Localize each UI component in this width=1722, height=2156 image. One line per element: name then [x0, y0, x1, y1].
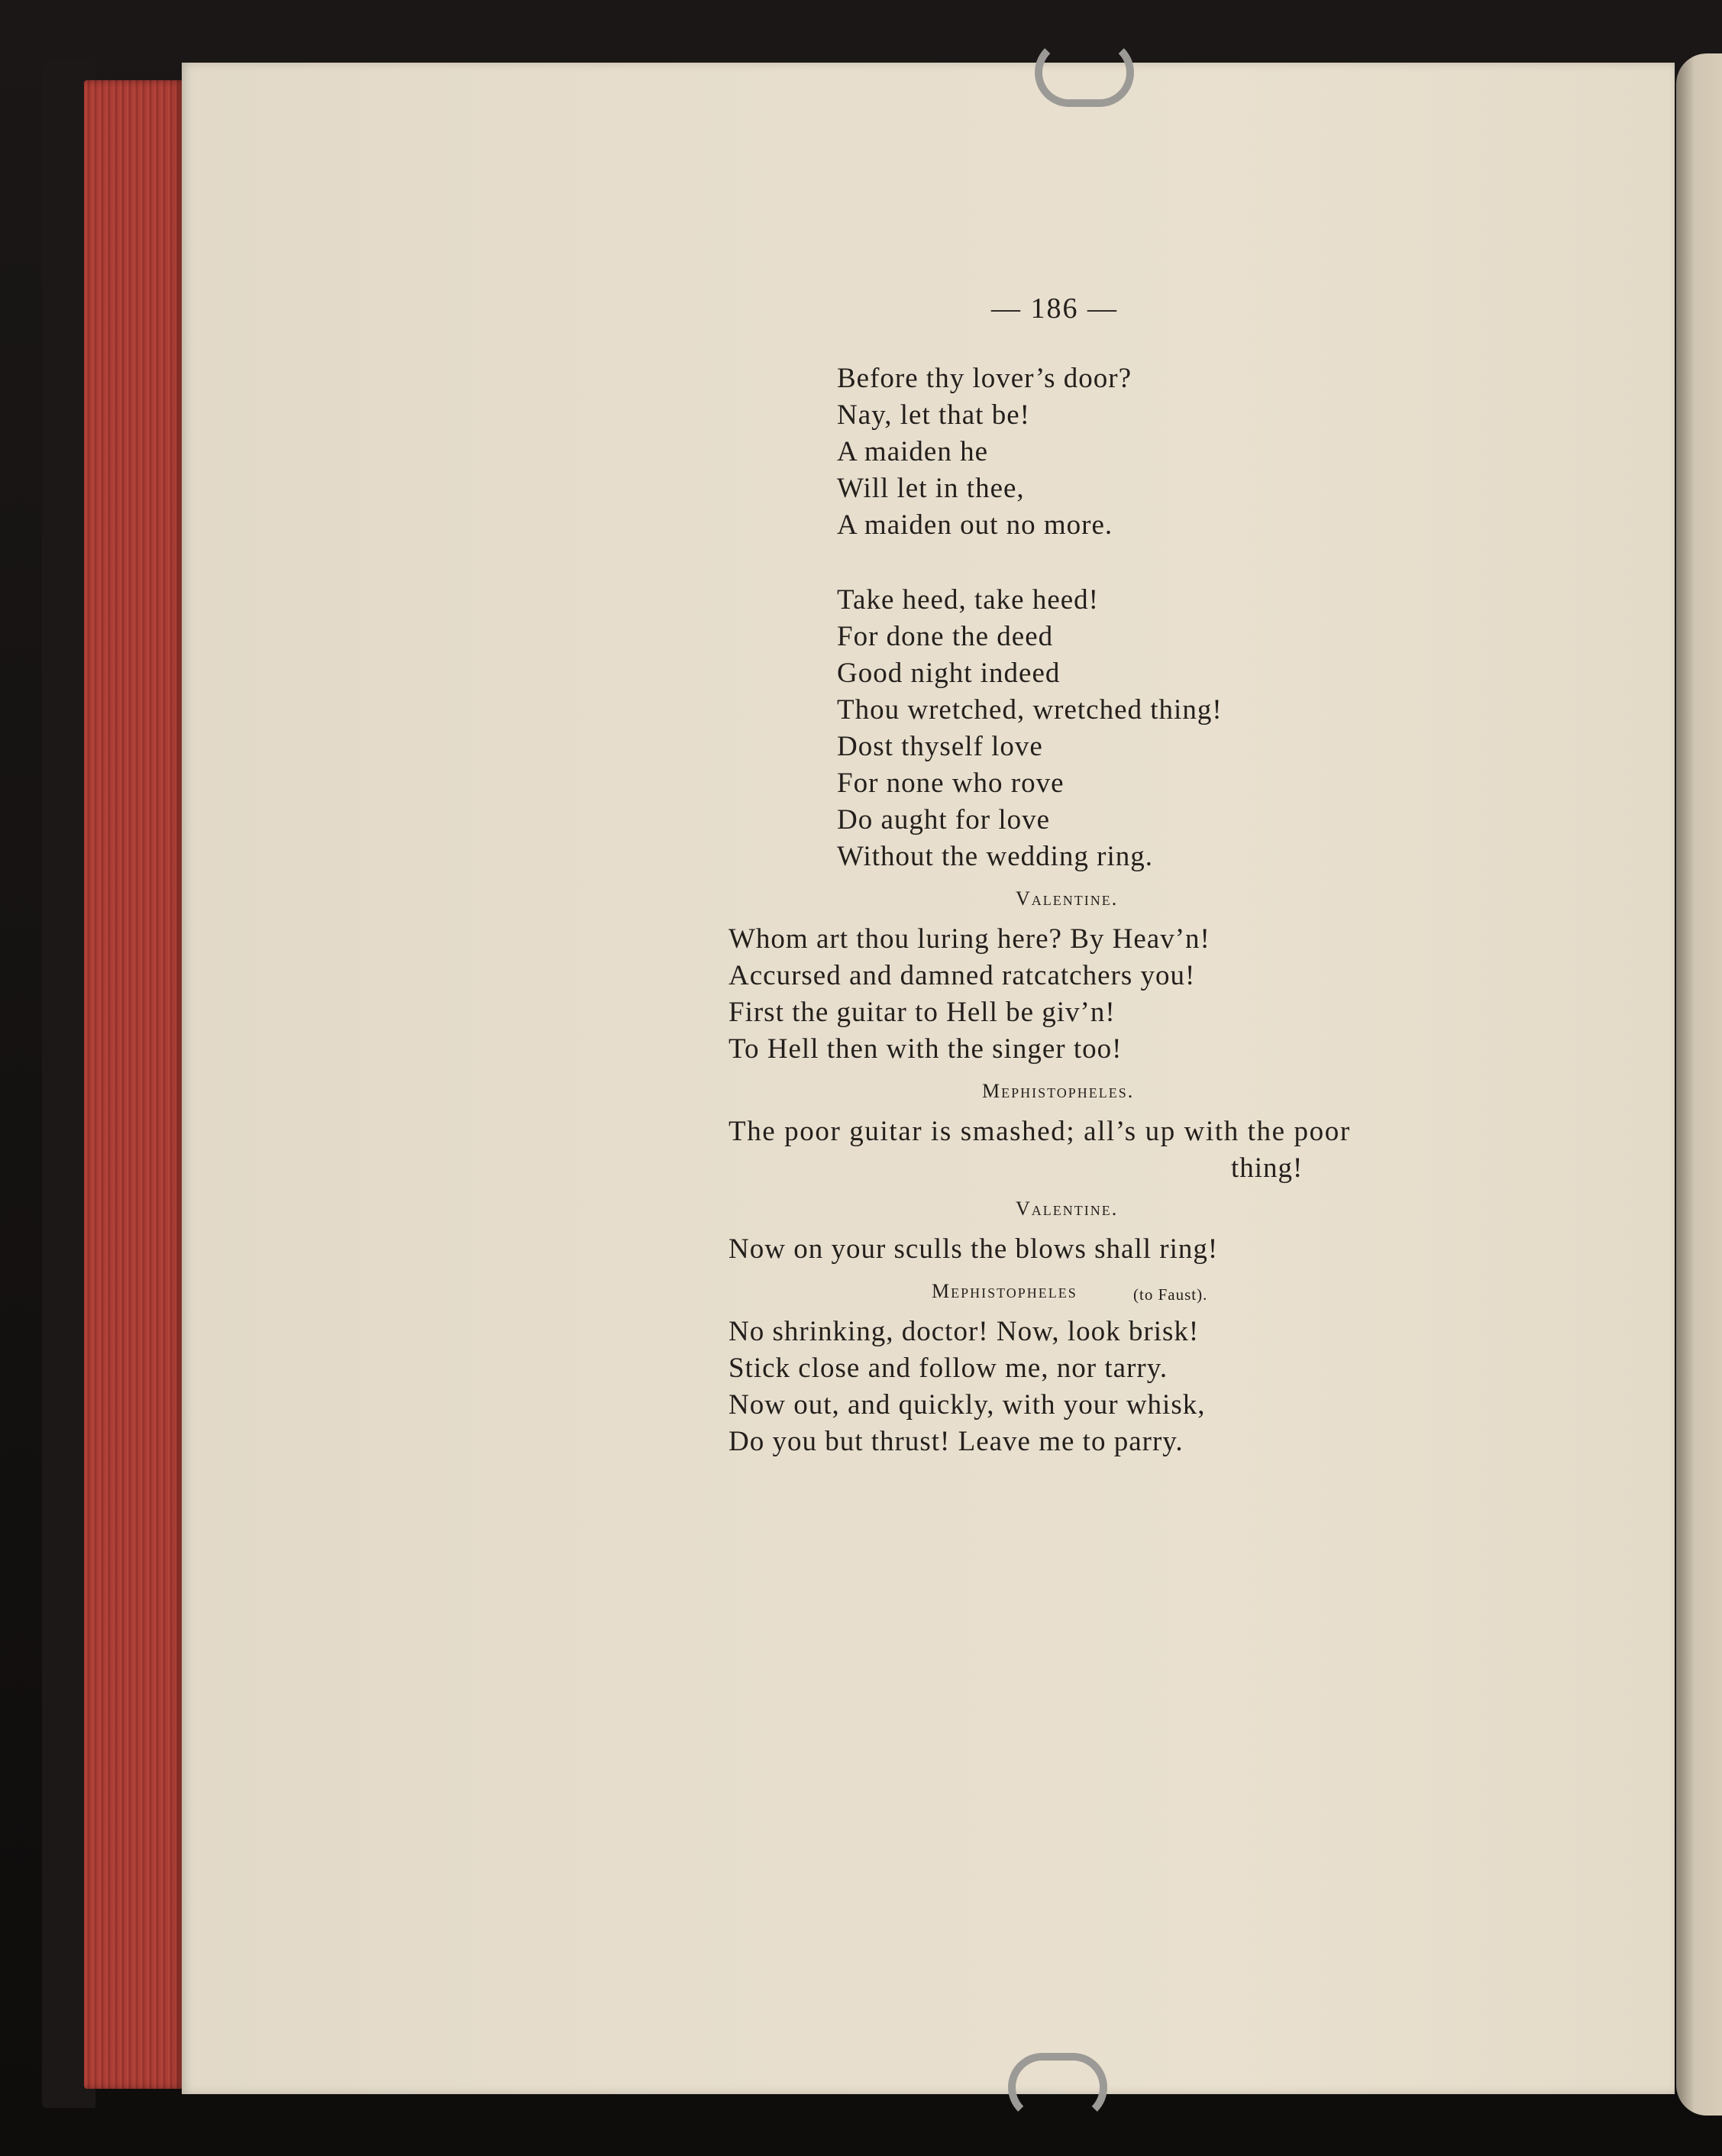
- verse-line: Without the wedding ring.: [837, 841, 1154, 872]
- verse-line: Accursed and damned ratcatchers you!: [729, 960, 1196, 991]
- page-clip-top: [1035, 38, 1134, 107]
- verse-line: Now on your sculls the blows shall ring!: [729, 1233, 1219, 1265]
- verse-line: No shrinking, doctor! Now, look brisk!: [729, 1316, 1200, 1347]
- verse-line: Nay, let that be!: [837, 399, 1030, 431]
- book-page: [182, 63, 1675, 2094]
- verse-line: Take heed, take heed!: [837, 584, 1099, 616]
- red-page-edges: [84, 80, 183, 2089]
- verse-line: Thou wretched, wretched thing!: [837, 694, 1223, 726]
- verse-line: For done the deed: [837, 621, 1054, 652]
- verse-line: Good night indeed: [837, 658, 1061, 689]
- verse-line: Will let in thee,: [837, 473, 1025, 504]
- facing-page-edge: [1676, 53, 1722, 2116]
- verse-line-continuation: thing!: [1231, 1152, 1304, 1184]
- verse-line: Whom art thou luring here? By Heav’n!: [729, 923, 1210, 955]
- verse-line: Do aught for love: [837, 804, 1051, 836]
- speaker-name: Mephistopheles.: [982, 1080, 1135, 1102]
- verse-line: For none who rove: [837, 768, 1065, 799]
- verse-line: Stick close and follow me, nor tarry.: [729, 1353, 1168, 1384]
- verse-line: First the guitar to Hell be giv’n!: [729, 997, 1116, 1028]
- page-clip-bottom: [1008, 2053, 1107, 2122]
- verse-line: The poor guitar is smashed; all’s up with the poor: [729, 1116, 1351, 1147]
- stage-direction: (to Faust).: [1133, 1285, 1208, 1304]
- verse-line: To Hell then with the singer too!: [729, 1033, 1123, 1065]
- speaker-name: Valentine.: [1016, 887, 1119, 910]
- verse-line: A maiden he: [837, 436, 989, 467]
- verse-line: Before thy lover’s door?: [837, 363, 1132, 394]
- speaker-name: Mephistopheles: [932, 1280, 1077, 1302]
- verse-line: Now out, and quickly, with your whisk,: [729, 1389, 1206, 1421]
- verse-line: A maiden out no more.: [837, 509, 1113, 541]
- verse-line: Dost thyself love: [837, 731, 1043, 762]
- speaker-name: Valentine.: [1016, 1198, 1119, 1220]
- verse-line: Do you but thrust! Leave me to parry.: [729, 1426, 1184, 1457]
- page-number: — 186 —: [991, 293, 1118, 325]
